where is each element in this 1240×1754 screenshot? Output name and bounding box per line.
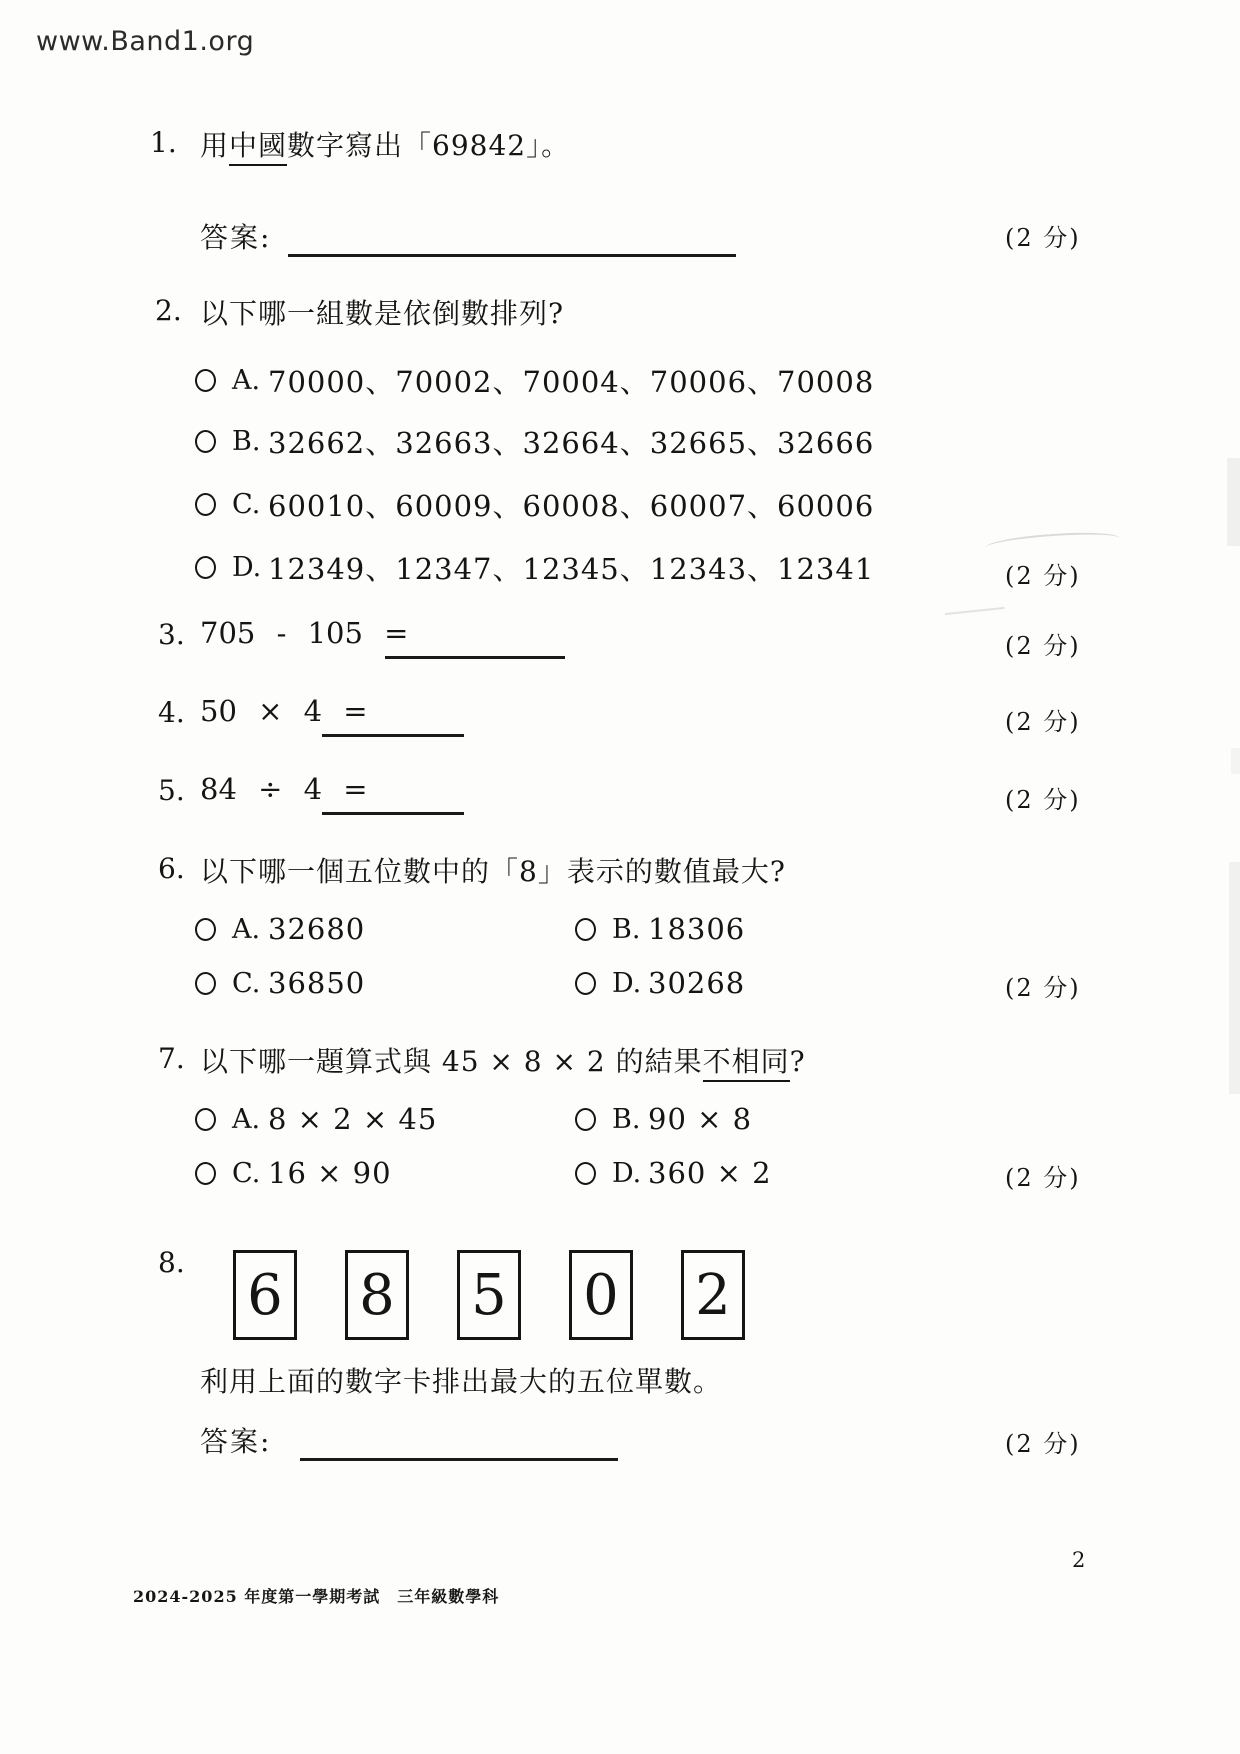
q8-number-cards (233, 1250, 745, 1340)
q6-option-d (575, 966, 745, 1000)
q2-option-b (195, 421, 874, 462)
q3-marks: (2 分) (1005, 632, 1081, 660)
page-number: 2 (1072, 1548, 1086, 1572)
q6-option-a (195, 912, 365, 946)
option-value: 60010、60009、60008、60007、60006 (268, 489, 875, 523)
q2-text: 以下哪一組數是依倒數排列? (200, 297, 565, 330)
option-letter: C. (232, 967, 261, 999)
q6-option-b (575, 912, 745, 946)
q6-text: 以下哪一個五位數中的「8」表示的數值最大? (200, 855, 786, 888)
option-letter: D. (232, 552, 262, 583)
option-value: 32680 (268, 912, 366, 946)
q1-text-post: 數字寫出「69842」。 (287, 129, 571, 162)
option-letter: D. (612, 1157, 642, 1189)
option-letter: B. (612, 1103, 641, 1135)
q4-number: 4. (158, 696, 185, 729)
q8-answer-label: 答案: (200, 1425, 272, 1458)
radio-circle[interactable] (575, 1162, 596, 1185)
option-letter: D. (612, 967, 642, 999)
q7-text-pre: 以下哪一題算式與 45 × 8 × 2 的結果 (200, 1045, 703, 1078)
radio-circle[interactable] (575, 972, 596, 995)
option-value: 32662、32663、32664、32665、32666 (268, 426, 875, 460)
option-letter: A. (232, 1103, 261, 1135)
option-letter: C. (232, 1157, 261, 1189)
q1-answer-blank[interactable] (288, 226, 736, 257)
q1-text-underlined: 中國 (229, 129, 287, 166)
radio-circle[interactable] (195, 430, 216, 453)
q8-text: 利用上面的數字卡排出最大的五位單數。 (200, 1365, 723, 1398)
option-value: 30268 (648, 966, 746, 1000)
scan-edge-artifact (1231, 748, 1240, 774)
option-value: 12349、12347、12345、12343、12341 (268, 552, 875, 586)
option-value: 8 × 2 × 45 (268, 1102, 438, 1136)
q4-expression: 50 × 4 = (200, 694, 368, 728)
q2-marks: (2 分) (1005, 562, 1081, 590)
option-letter: A. (232, 913, 261, 945)
radio-circle[interactable] (195, 1162, 216, 1185)
option-value: 18306 (648, 912, 746, 946)
q7-option-c (195, 1156, 392, 1190)
option-letter: C. (232, 489, 261, 520)
radio-circle[interactable] (575, 918, 596, 941)
option-value: 16 × 90 (268, 1156, 392, 1190)
number-card: 5 (457, 1250, 521, 1340)
q8-marks: (2 分) (1005, 1430, 1081, 1458)
radio-circle[interactable] (195, 1108, 216, 1131)
q7-number: 7. (158, 1042, 185, 1075)
option-letter: A. (232, 365, 261, 396)
radio-circle[interactable] (195, 918, 216, 941)
radio-circle[interactable] (195, 972, 216, 995)
q7-text (200, 1040, 806, 1080)
q5-marks: (2 分) (1005, 786, 1081, 814)
q5-answer-blank[interactable] (322, 784, 464, 815)
q2-option-d (195, 547, 874, 588)
q6-option-c (195, 966, 365, 1000)
q2-number: 2. (155, 294, 182, 327)
q5-number: 5. (158, 774, 185, 807)
option-value: 36850 (268, 966, 366, 1000)
q2-option-c (195, 484, 874, 525)
q4-answer-blank[interactable] (322, 706, 464, 737)
scan-smudge (985, 529, 1121, 556)
scan-smudge (945, 607, 1006, 621)
option-value: 70000、70002、70004、70006、70008 (268, 365, 875, 399)
q8-answer-blank[interactable] (300, 1430, 618, 1461)
q1-text (200, 124, 570, 164)
q5-expression: 84 ÷ 4 = (200, 772, 368, 806)
number-card: 0 (569, 1250, 633, 1340)
q1-answer-label: 答案: (200, 221, 272, 254)
q8-number: 8. (158, 1246, 185, 1279)
q6-number: 6. (158, 852, 185, 885)
scan-edge-artifact (1227, 458, 1240, 546)
q7-text-underlined: 不相同 (703, 1045, 790, 1082)
q7-marks: (2 分) (1005, 1164, 1081, 1192)
option-value: 360 × 2 (648, 1156, 772, 1190)
q1-number: 1. (150, 126, 177, 159)
q3-expression: 705 - 105 = (200, 616, 409, 650)
radio-circle[interactable] (195, 556, 216, 579)
number-card: 2 (681, 1250, 745, 1340)
q7-option-a (195, 1102, 437, 1136)
q1-text-pre: 用 (200, 129, 230, 162)
q3-answer-blank[interactable] (385, 628, 565, 659)
number-card: 6 (233, 1250, 297, 1340)
q6-marks: (2 分) (1005, 974, 1081, 1002)
footer-text: 2024-2025 年度第一學期考試 三年級數學科 (133, 1587, 500, 1606)
option-letter: B. (612, 913, 641, 945)
q2-option-a (195, 360, 874, 401)
q7-option-b (575, 1102, 752, 1136)
radio-circle[interactable] (575, 1108, 596, 1131)
q1-marks: (2 分) (1005, 224, 1081, 252)
q3-number: 3. (158, 618, 185, 651)
number-card: 8 (345, 1250, 409, 1340)
q7-option-d (575, 1156, 772, 1190)
option-letter: B. (232, 426, 261, 457)
option-value: 90 × 8 (648, 1102, 753, 1136)
watermark-text: www.Band1.org (36, 26, 255, 57)
radio-circle[interactable] (195, 493, 216, 516)
scan-edge-artifact (1229, 862, 1240, 1094)
q7-text-post: ? (789, 1045, 806, 1078)
radio-circle[interactable] (195, 369, 216, 392)
q4-marks: (2 分) (1005, 708, 1081, 736)
